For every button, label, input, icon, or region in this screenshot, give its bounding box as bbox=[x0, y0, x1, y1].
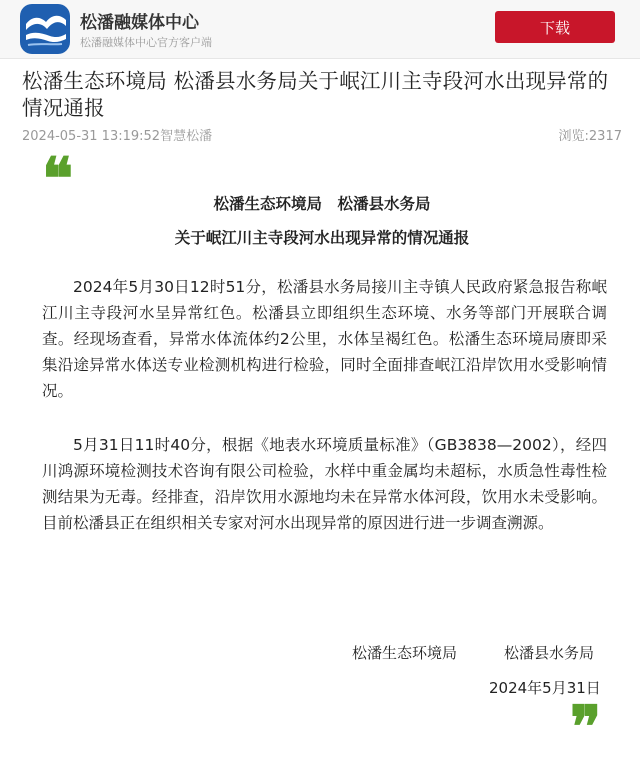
article-body bbox=[22, 145, 622, 761]
close-quote-icon: ❞ bbox=[570, 693, 602, 761]
doc-header-line2: 关于岷江川主寺段河水出现异常的情况通报 bbox=[174, 229, 470, 247]
publish-time-source: 2024-05-31 13:19:52智慧松潘 bbox=[22, 129, 213, 144]
download-button[interactable]: 下载 bbox=[495, 11, 615, 43]
signature-org1: 松潘生态环境局 bbox=[352, 644, 458, 662]
app-name: 松潘融媒体中心 bbox=[80, 13, 199, 33]
songpan-media-logo-icon bbox=[20, 4, 70, 54]
app-subtitle: 松潘融媒体中心官方客户端 bbox=[80, 36, 212, 49]
paragraph-2-text: 5月31日11时40分，根据《地表水环境质量标准》（GB3838—2002），经四川鸿源环境检测技术咨询有限公司检验，水样中重金属均未超标，水质急性毒性检测结果为无毒。经排查，沿岸饮用水源地均未在异常水体河段，饮用水未受影响。目前松潘县正在组织相关专家对河水出现异常的原因进行进一步调查溯源。 bbox=[42, 436, 607, 532]
paragraph-2 bbox=[42, 432, 607, 536]
signature-date: 2024年5月31日 bbox=[489, 679, 601, 697]
article-meta bbox=[22, 125, 622, 143]
view-count: 浏览:2317 bbox=[558, 129, 622, 144]
paragraph-1-text: 2024年5月30日12时51分，松潘县水务局接川主寺镇人民政府紧急报告称岷江川主寺段河水呈异常红色。松潘县立即组织生态环境、水务等部门开展联合调查。经现场查看，异常水体流体约2公里，水体呈褐红色。松潘生态环境局赓即采集沿途异常水体送专业检测机构进行检验，同时全面排查岷江沿岸饮用水受影响情况。 bbox=[42, 278, 607, 400]
app-banner bbox=[0, 0, 640, 59]
signature-org2: 松潘县水务局 bbox=[504, 644, 595, 662]
doc-header-line1: 松潘生态环境局 松潘县水务局 bbox=[213, 195, 431, 213]
open-quote-icon: ❝ bbox=[42, 145, 74, 213]
paragraph-1 bbox=[42, 274, 607, 404]
article-title: 松潘生态环境局 松潘县水务局关于岷江川主寺段河水出现异常的情况通报 bbox=[22, 69, 609, 120]
